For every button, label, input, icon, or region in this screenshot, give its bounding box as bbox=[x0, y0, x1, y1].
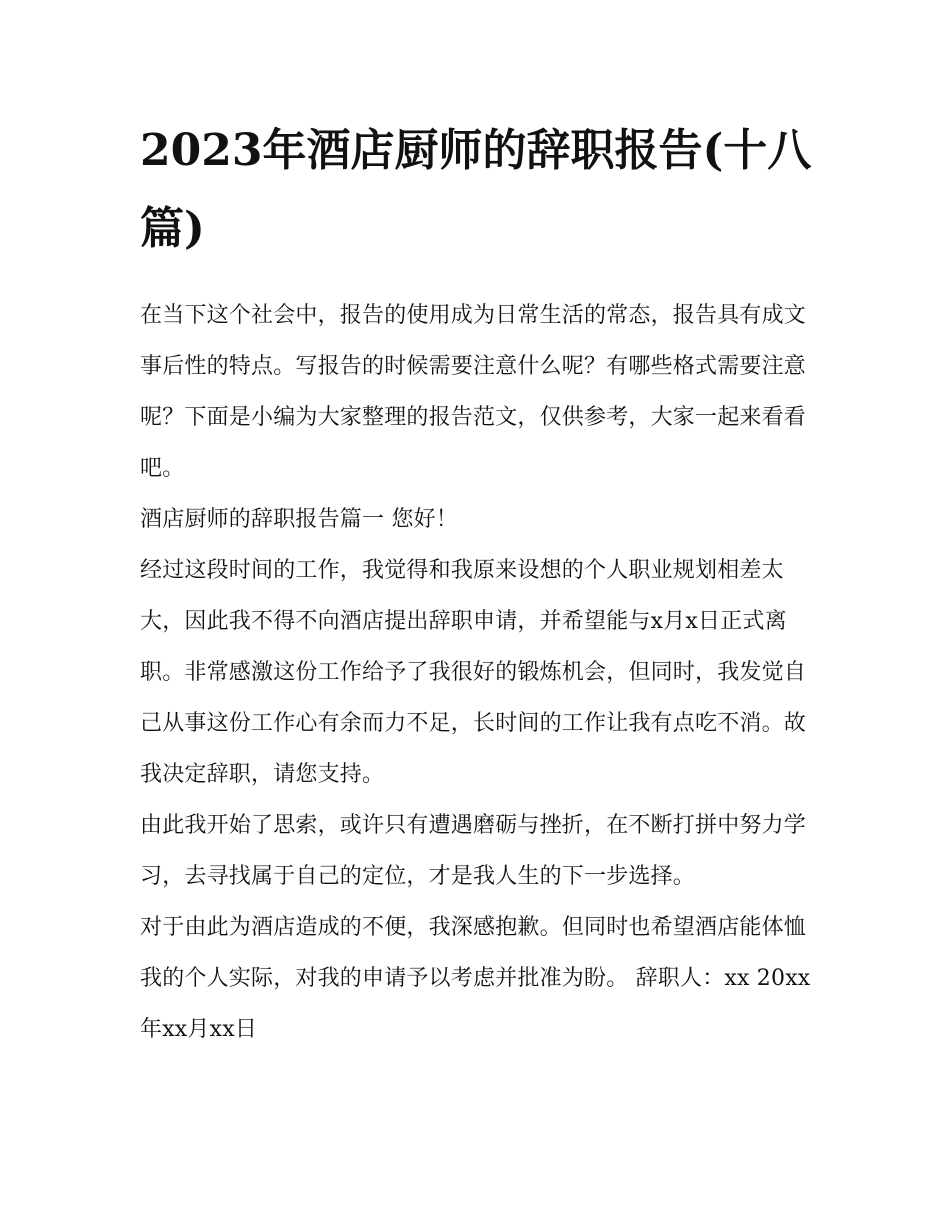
intro-paragraph: 在当下这个社会中，报告的使用成为日常生活的常态，报告具有成文事后性的特点。写报告的时候需要注意什么呢？有哪些格式需要注意呢？下面是小编为大家整理的报告范文，仅供参考，大家一起来看看吧。 bbox=[140, 303, 807, 481]
document-page bbox=[140, 112, 812, 1055]
section-heading-greeting: 酒店厨师的辞职报告篇一 您好！ bbox=[140, 507, 458, 532]
body-paragraph-2: 由此我开始了思索，或许只有遭遇磨砺与挫折，在不断打拼中努力学习，去寻找属于自己的定位，才是我人生的下一步选择。 bbox=[140, 813, 807, 889]
closing-paragraph: 对于由此为酒店造成的不便，我深感抱歉。但同时也希望酒店能体恤我的个人实际，对我的申请予以考虑并批准为盼。 辞职人：xx 20xx年xx月xx日 bbox=[140, 915, 811, 1042]
body-paragraph-1: 经过这段时间的工作，我觉得和我原来设想的个人职业规划相差太大，因此我不得不向酒店提出辞职申请，并希望能与x月x日正式离职。非常感激这份工作给予了我很好的锻炼机会，但同时，我发觉自己从事这份工作心有余而力不足，长时间的工作让我有点吃不消。故我决定辞职，请您支持。 bbox=[140, 558, 807, 787]
document-title: 2023年酒店厨师的辞职报告(十八篇) bbox=[140, 125, 812, 254]
